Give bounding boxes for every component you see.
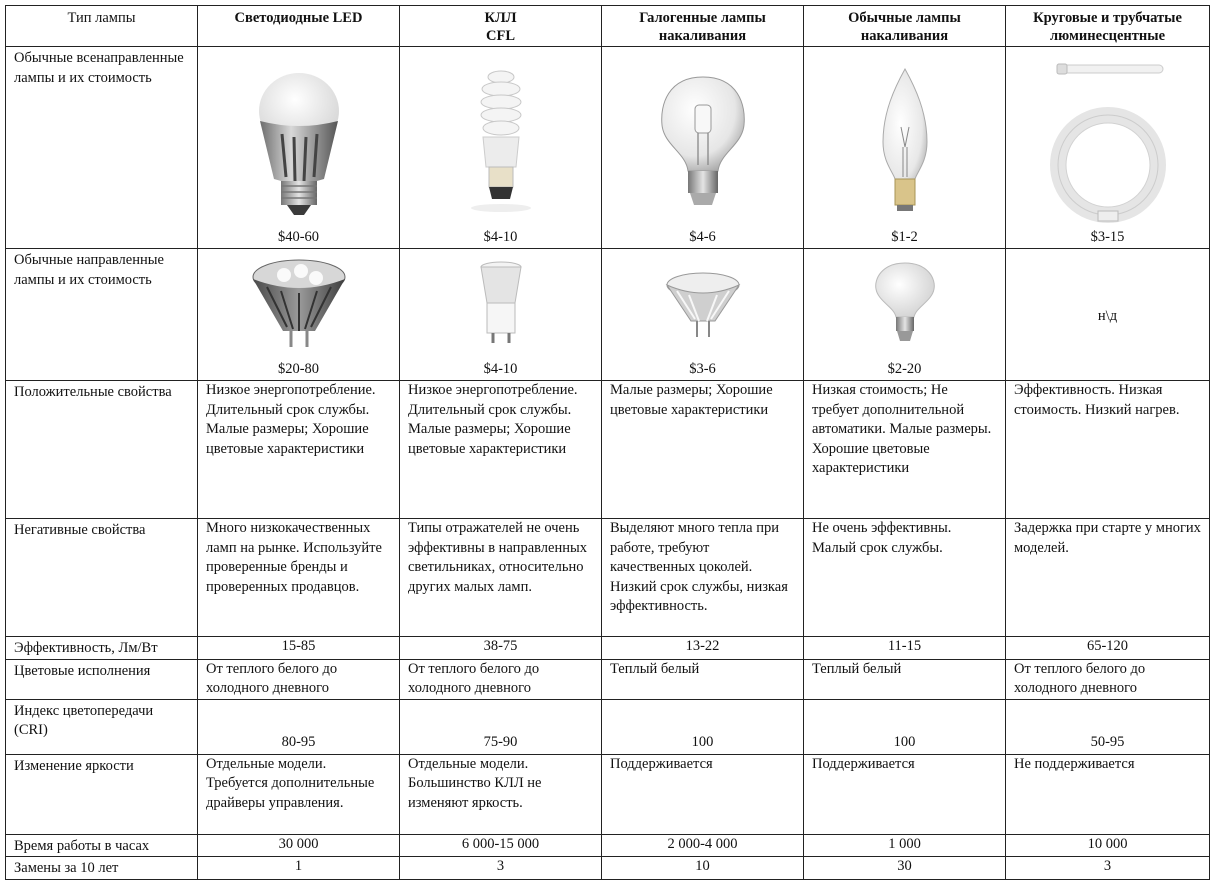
positive-led: Низкое энергопотребление. Длительный срок службы. Малые размеры; Хорошие цветовые характеристики (198, 381, 400, 519)
positive-cfl: Низкое энергопотребление. Длительный срок службы. Малые размеры; Хорошие цветовые характеристики (400, 381, 602, 519)
efficiency-halogen: 13-22 (602, 637, 804, 660)
label-positive: Положительные свойства (6, 381, 198, 519)
cfl-spiral-icon (466, 67, 536, 217)
negative-fluorescent: Задержка при старте у многих моделей. (1006, 519, 1210, 637)
colors-incandescent: Теплый белый (804, 659, 1006, 699)
negative-cfl: Типы отражателей не очень эффективны в направленных светильниках, относительно других малых ламп. (400, 519, 602, 637)
dir-halogen-cell (602, 249, 804, 381)
label-dimming: Изменение яркости (6, 754, 198, 834)
row-cri (6, 699, 1210, 754)
colors-halogen: Теплый белый (602, 659, 804, 699)
row-negative (6, 519, 1210, 637)
row-directional (6, 249, 1210, 381)
replacements-incandescent: 30 (804, 857, 1006, 880)
dir-led-cell (198, 249, 400, 381)
cri-fluorescent: 50-95 (1090, 734, 1125, 750)
row-dimming (6, 754, 1210, 834)
omni-halogen-cell (602, 47, 804, 249)
header-cfl-line2: CFL (486, 28, 515, 44)
label-negative: Негативные свойства (6, 519, 198, 637)
halogen-mr16-icon (663, 271, 743, 341)
dir-cfl-cell (400, 249, 602, 381)
fluorescent-ring-icon (1043, 53, 1173, 233)
row-efficiency (6, 637, 1210, 660)
replacements-fluorescent: 3 (1006, 857, 1210, 880)
header-incandescent: Обычные лампы накаливания (804, 6, 1006, 47)
header-cfl-line1: КЛЛ (484, 10, 517, 26)
row-colors (6, 659, 1210, 699)
header-cfl (400, 6, 602, 47)
halogen-bulb-icon (658, 75, 748, 215)
dir-fluorescent-cell (1006, 249, 1210, 381)
negative-incandescent: Не очень эффективны. Малый срок службы. (804, 519, 1006, 637)
negative-halogen: Выделяют много тепла при работе, требуют качественных цоколей. Низкий срок службы, низкая эффективность. (602, 519, 804, 637)
cri-fluorescent-cell (1006, 699, 1210, 754)
dir-fluorescent-na: н\д (1097, 308, 1118, 324)
label-omni: Обычные всенаправленные лампы и их стоимость (6, 47, 198, 249)
omni-led-cell (198, 47, 400, 249)
cri-cfl: 75-90 (483, 734, 518, 750)
header-fluorescent: Круговые и трубчатые люминесцентные (1006, 6, 1210, 47)
dimming-incandescent: Поддерживается (804, 754, 1006, 834)
row-replacements (6, 857, 1210, 880)
dimming-led: Отдельные модели. Требуется дополнительные драйверы управления. (198, 754, 400, 834)
price-omni-led: $40-60 (277, 228, 320, 245)
price-dir-led: $20-80 (277, 360, 320, 377)
colors-cfl: От теплого белого до холодного дневного (400, 659, 602, 699)
row-omni (6, 47, 1210, 249)
colors-led: От теплого белого до холодного дневного (198, 659, 400, 699)
price-omni-incandescent: $1-2 (891, 228, 918, 245)
dimming-fluorescent: Не поддерживается (1006, 754, 1210, 834)
row-hours (6, 834, 1210, 857)
cfl-reflector-icon (471, 259, 531, 349)
positive-incandescent: Низкая стоимость; Не требует дополнительной автоматики. Малые размеры. Хорошие цветовые характеристики (804, 381, 1006, 519)
price-dir-incandescent: $2-20 (887, 360, 922, 377)
header-row (6, 6, 1210, 47)
header-halogen: Галогенные лампы накаливания (602, 6, 804, 47)
efficiency-fluorescent: 65-120 (1006, 637, 1210, 660)
efficiency-incandescent: 11-15 (804, 637, 1006, 660)
price-omni-fluorescent: $3-15 (1090, 228, 1125, 245)
header-lamp-type: Тип лампы (6, 6, 198, 47)
led-mr16-icon (249, 257, 349, 349)
price-omni-halogen: $4-6 (689, 228, 716, 245)
positive-halogen: Малые размеры; Хорошие цветовые характеристики (602, 381, 804, 519)
label-cri: Индекс цветопередачи (CRI) (6, 699, 198, 754)
replacements-halogen: 10 (602, 857, 804, 880)
hours-cfl: 6 000-15 000 (400, 834, 602, 857)
cri-led-cell (198, 699, 400, 754)
cri-led: 80-95 (281, 734, 316, 750)
cri-halogen: 100 (691, 734, 714, 750)
row-positive (6, 381, 1210, 519)
omni-cfl-cell (400, 47, 602, 249)
colors-fluorescent: От теплого белого до холодного дневного (1006, 659, 1210, 699)
label-hours: Время работы в часах (6, 834, 198, 857)
dir-incandescent-cell (804, 249, 1006, 381)
price-omni-cfl: $4-10 (483, 228, 518, 245)
led-bulb-icon (254, 69, 344, 219)
dimming-cfl: Отдельные модели. Большинство КЛЛ не изменяют яркость. (400, 754, 602, 834)
price-dir-cfl: $4-10 (483, 360, 518, 377)
replacements-cfl: 3 (400, 857, 602, 880)
positive-fluorescent: Эффективность. Низкая стоимость. Низкий нагрев. (1006, 381, 1210, 519)
hours-fluorescent: 10 000 (1006, 834, 1210, 857)
cri-incandescent: 100 (893, 734, 916, 750)
reflector-bulb-icon (870, 261, 940, 346)
label-efficiency: Эффективность, Лм/Вт (6, 637, 198, 660)
header-led: Светодиодные LED (198, 6, 400, 47)
hours-incandescent: 1 000 (804, 834, 1006, 857)
candle-bulb-icon (875, 67, 935, 217)
omni-fluorescent-cell (1006, 47, 1210, 249)
efficiency-led: 15-85 (198, 637, 400, 660)
label-directional: Обычные направленные лампы и их стоимость (6, 249, 198, 381)
label-colors: Цветовые исполнения (6, 659, 198, 699)
cri-halogen-cell (602, 699, 804, 754)
hours-led: 30 000 (198, 834, 400, 857)
replacements-led: 1 (198, 857, 400, 880)
cri-cfl-cell (400, 699, 602, 754)
dimming-halogen: Поддерживается (602, 754, 804, 834)
label-replacements: Замены за 10 лет (6, 857, 198, 880)
price-dir-halogen: $3-6 (689, 360, 716, 377)
negative-led: Много низкокачественных ламп на рынке. Используйте проверенные бренды и проверенных продавцов. (198, 519, 400, 637)
omni-incandescent-cell (804, 47, 1006, 249)
efficiency-cfl: 38-75 (400, 637, 602, 660)
lamp-comparison-table (5, 5, 1210, 880)
hours-halogen: 2 000-4 000 (602, 834, 804, 857)
cri-incandescent-cell (804, 699, 1006, 754)
